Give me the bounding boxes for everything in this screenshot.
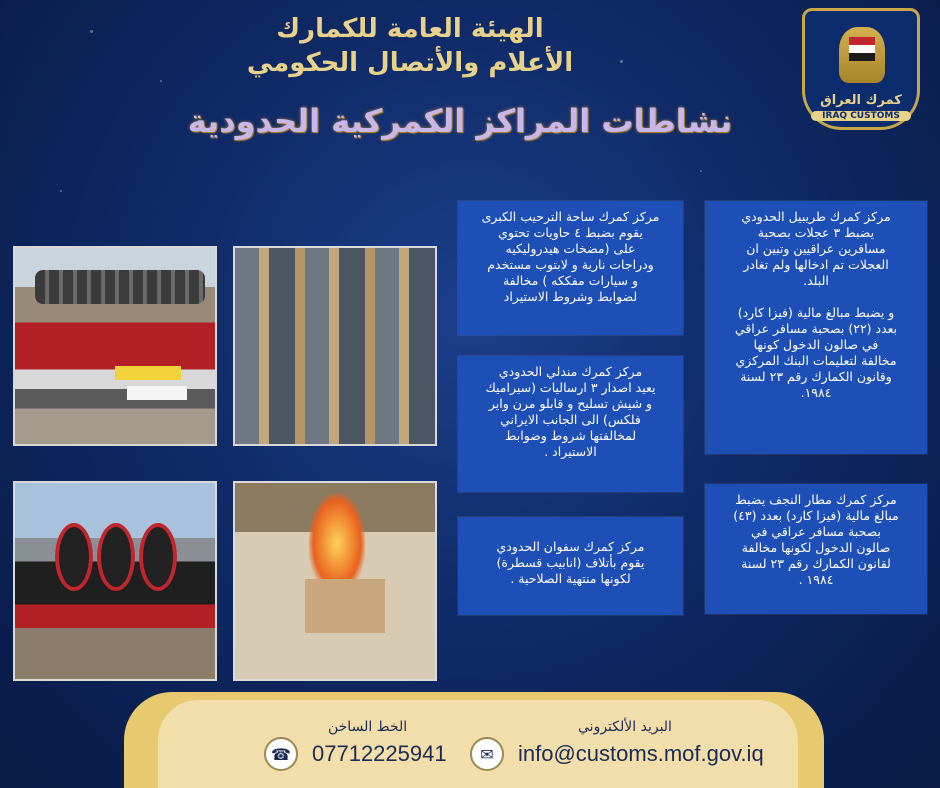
mandali-news-box: مركز كمرك مندلي الحدودي يعيد اصدار ٣ ارساليات (سيراميك و شيش تسليح و قابلو مرن واير فلكس) الى الجانب الايراني لمخالفتها شروط وضوابط الاستيراد . [458, 356, 683, 492]
cable-spool [55, 523, 93, 591]
hotline-number[interactable]: 07712225941 [312, 741, 447, 766]
cable-spools-truck-photo [13, 481, 217, 681]
license-plate-lower [127, 386, 187, 400]
sparkle [90, 30, 93, 33]
fire-flames [309, 493, 365, 593]
phone-icon: ☎ [264, 737, 298, 771]
license-plate [115, 366, 181, 380]
envelope-icon: ✉ [470, 737, 504, 771]
hotline-label: الخط الساخن [328, 719, 408, 735]
email-address[interactable]: info@customs.mof.gov.iq [518, 741, 764, 766]
email-label: البريد الألكتروني [578, 719, 672, 735]
logo-english-text: IRAQ CUSTOMS [811, 111, 911, 121]
burning-boxes-photo [233, 481, 437, 681]
safwan-news-box: مركز كمرك سفوان الحدودي يقوم بأتلاف (انابيب قسطرة) لكونها منتهية الصلاحية . [458, 517, 683, 615]
truck-rebar-photo [13, 246, 217, 446]
cardboard-box [305, 579, 385, 633]
logo-arabic-text: كمرك العراق [820, 93, 902, 108]
sparkle [700, 170, 702, 172]
iraq-customs-logo [802, 8, 920, 130]
trebil-news-box: مركز كمرك طريبيل الحدودي يضبط ٣ عجلات بصحبة مسافرين عراقيين وتبين ان العجلات تم ادخالها ولم تغادر البلد. و يضبط مبالغ مالية (فيزا كارد) بعدد (٢٢) بصحبة مسافر عراقي في صالون الدخول كونها مخالفة لتعليمات البنك المركزي وقانون الكمارك رقم ٢٣ لسنة ١٩٨٤. [705, 201, 927, 454]
iraq-flag-icon [849, 37, 875, 61]
rebar-load [35, 270, 205, 304]
department-name: الأعلام والأتصال الحكومي [246, 48, 574, 78]
page-title: نشاطات المراكز الكمركية الحدودية [187, 102, 733, 140]
sparkle [60, 190, 62, 192]
sparkle [160, 80, 162, 82]
cable-spool [97, 523, 135, 591]
tarheeb-news-box: مركز كمرك ساحة الترحيب الكبرى يقوم بضبط ٤ حاويات تحتوي على (مضخات هيدروليكيه ودراجات نارية و لابتوب مستخدم و سيارات مفككه ) مخالفة لضوابط وشروط الاستيراد [458, 201, 683, 335]
agency-name: الهيئة العامة للكمارك [276, 14, 544, 44]
boxed-pipes-photo [233, 246, 437, 446]
najaf-news-box: مركز كمرك مطار النجف يضبط مبالغ مالية (فيزا كارد) بعدد (٤٣) بصحبة مسافر عراقي في صالون الدخول لكونها مخالفة لقانون الكمارك رقم ٢٣ لسنة ١٩٨٤ . [705, 484, 927, 614]
cable-spool [139, 523, 177, 591]
sparkle [620, 60, 623, 63]
